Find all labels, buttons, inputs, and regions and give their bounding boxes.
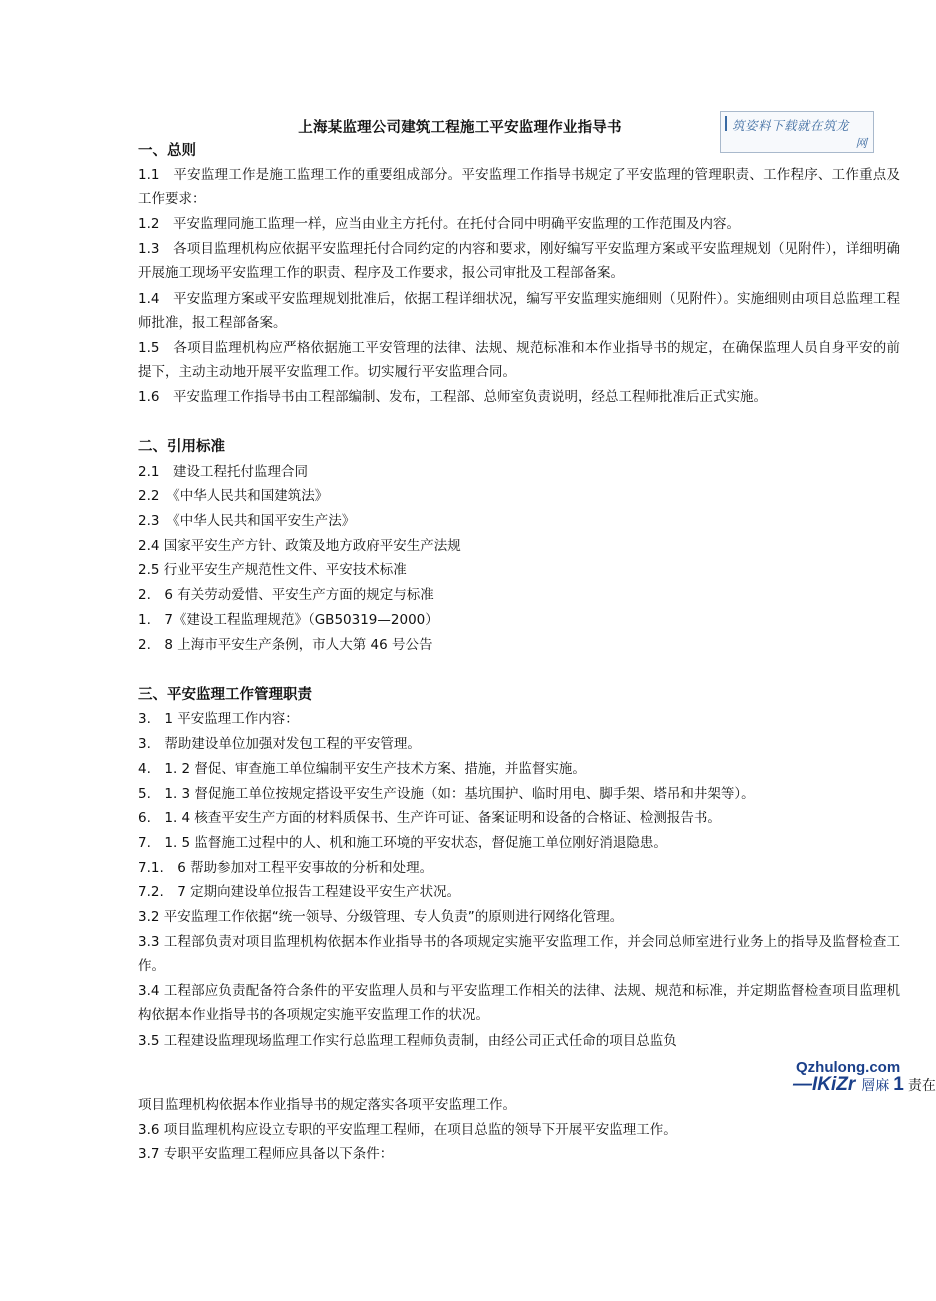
standard-item: 2. 8 上海市平安生产条例，市人大第 46 号公告 (138, 637, 433, 653)
standard-item: 2.1 建设工程托付监理合同 (138, 464, 308, 480)
responsibility-continued: 3.7 专职平安监理工程师应具备以下条件： (138, 1146, 394, 1162)
paragraph-1-3: 1.3 各项目监理机构应依据平安监理托付合同约定的内容和要求，刚好编写平安监理方案或平安监理规划（见附件），详细明确开展施工现场平安监理工作的职责、程序及工作要求，报公司审批及工程部备案。 (138, 241, 900, 281)
responsibility-item: 6. 1. 4 核查平安生产方面的材料质保书、生产许可证、备案证明和设备的合格证、检测报告书。 (138, 810, 721, 826)
watermark-logo-cn: 層麻 (861, 1078, 890, 1094)
standard-item: 2.3 《中华人民共和国平安生产法》 (138, 513, 356, 529)
section-heading-general: 一、总则 (138, 143, 196, 159)
standard-item: 2.5 行业平安生产规范性文件、平安技术标准 (138, 562, 407, 578)
responsibility-item: 3. 1 平安监理工作内容： (138, 711, 299, 727)
responsibility-item: 4. 1. 2 督促、审查施工单位编制平安生产技术方案、措施，并监督实施。 (138, 761, 586, 777)
responsibility-item: 3.2 平安监理工作依据“统一领导、分级管理、专人负责”的原则进行网络化管理。 (138, 909, 624, 925)
paragraph-1-2: 1.2 平安监理同施工监理一样，应当由业主方托付。在托付合同中明确平安监理的工作范围及内容。 (138, 216, 740, 232)
paragraph-1-6: 1.6 平安监理工作指导书由工程部编制、发布，工程部、总师室负责说明，经总工程师批准后正式实施。 (138, 389, 767, 405)
responsibility-item: 5. 1. 3 督促施工单位按规定搭设平安生产设施（如：基坑围护、临时用电、脚手架、塔吊和井架等）。 (138, 786, 755, 802)
responsibility-item: 7.2. 7 定期向建设单位报告工程建设平安生产状况。 (138, 884, 461, 900)
responsibility-item: 3.4 工程部应负责配备符合条件的平安监理人员和与平安监理工作相关的法律、法规、规范和标准，并定期监督检查项目监理机构依据本作业指导书的各项规定实施平安监理工作的状况。 (138, 983, 900, 1023)
section-heading-standards: 二、引用标准 (138, 439, 225, 455)
watermark-logo-num: 1 (893, 1074, 904, 1095)
watermark-site: Qzhulong.com (796, 1059, 901, 1076)
stamp-line-1: 筑姿料下载就在筑龙 (732, 118, 850, 133)
paragraph-1-4: 1.4 平安监理方案或平安监理规划批准后，依据工程详细状况，编写平安监理实施细则（见附件）。实施细则由项目总监理工程师批准，报工程部备案。 (138, 291, 900, 331)
responsibility-item: 3.5 工程建设监理现场监理工作实行总监理工程师负责制，由经公司正式任命的项目总监负 (138, 1033, 677, 1049)
watermark-tail: 责在 (907, 1078, 936, 1094)
responsibility-item: 7. 1. 5 监督施工过程中的人、机和施工环境的平安状态，督促施工单位刚好消退隐患。 (138, 835, 667, 851)
standard-item: 2.4 国家平安生产方针、政策及地方政府平安生产法规 (138, 538, 461, 554)
document-title: 上海某监理公司建筑工程施工平安监理作业指导书 (298, 120, 622, 136)
section-heading-responsibilities: 三、平安监理工作管理职责 (138, 687, 312, 703)
standard-item: 2. 6 有关劳动爱惜、平安生产方面的规定与标准 (138, 587, 434, 603)
paragraph-1-5: 1.5 各项目监理机构应严格依据施工平安管理的法律、法规、规范标准和本作业指导书的规定，在确保监理人员自身平安的前提下，主动主动地开展平安监理工作。切实履行平安监理合同。 (138, 340, 900, 380)
stamp-bar (725, 116, 727, 131)
responsibility-continued: 3.6 项目监理机构应设立专职的平安监理工程师，在项目总监的领导下开展平安监理工作。 (138, 1122, 677, 1138)
responsibility-item: 3.3 工程部负责对项目监理机构依据本作业指导书的各项规定实施平安监理工作，并会同总师室进行业务上的指导及监督检查工作。 (138, 934, 900, 974)
responsibility-item: 3. 帮助建设单位加强对发包工程的平安管理。 (138, 736, 421, 752)
paragraph-1-1: 1.1 平安监理工作是施工监理工作的重要组成部分。平安监理工作指导书规定了平安监理的管理职责、工作程序、工作重点及工作要求： (138, 167, 900, 207)
standard-item: 2.2 《中华人民共和国建筑法》 (138, 488, 329, 504)
stamp-line-2: 网 (855, 136, 867, 150)
standard-item: 1. 7《建设工程监理规范》（GB50319—2000） (138, 612, 439, 628)
responsibility-item: 7.1. 6 帮助参加对工程平安事故的分析和处理。 (138, 860, 434, 876)
responsibility-continued: 项目监理机构依据本作业指导书的规定落实各项平安监理工作。 (138, 1097, 516, 1113)
watermark-logo-text: —IKiZr (793, 1074, 856, 1095)
